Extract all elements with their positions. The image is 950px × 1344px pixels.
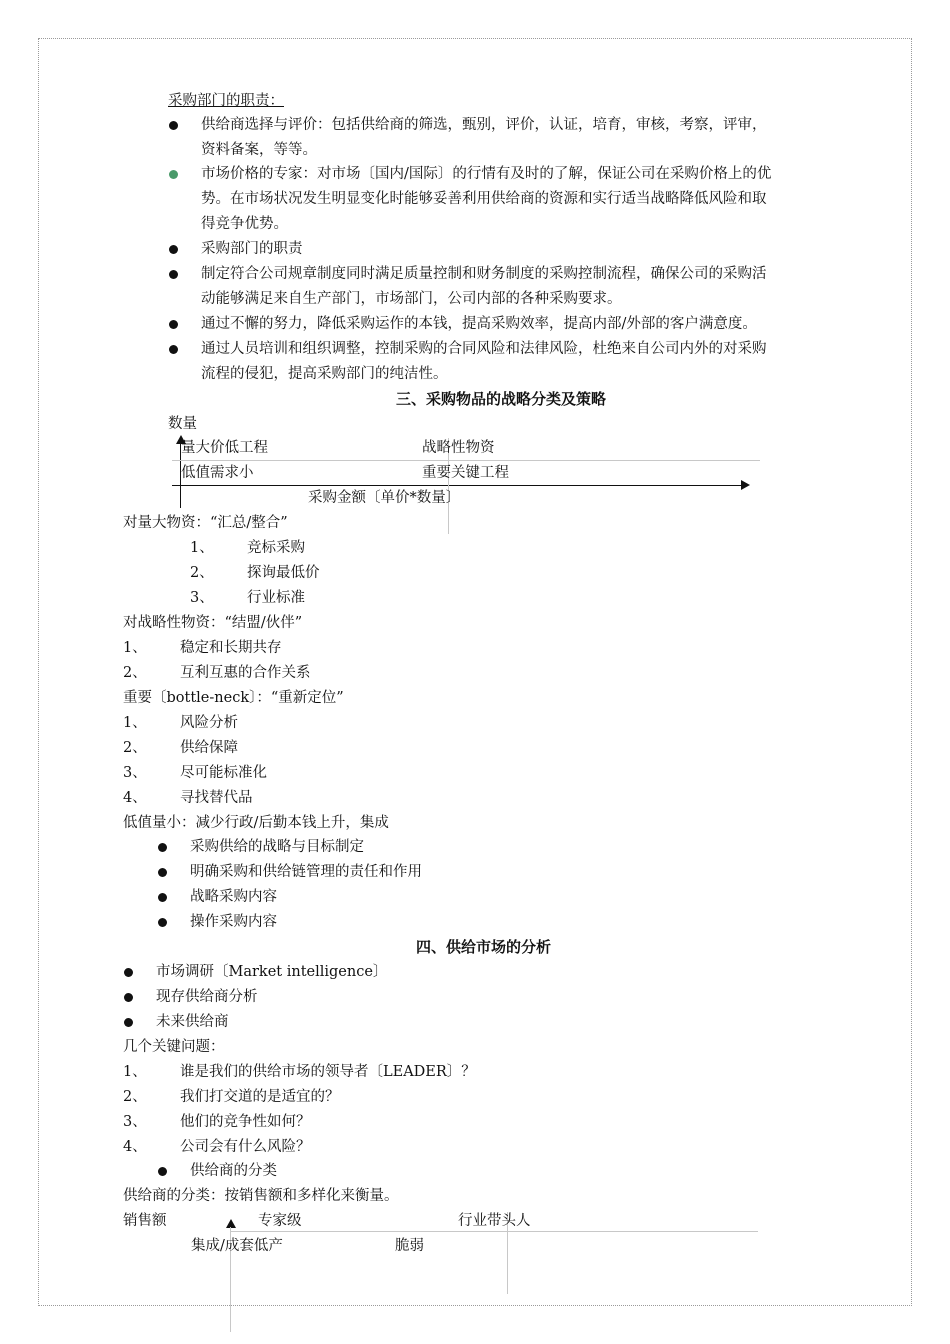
bullet-icon — [169, 121, 178, 130]
duty-item-4-line-1: 制定符合公司规章制度同时满足质量控制和财务制度的采购控制流程，确保公司的采购活 — [201, 266, 767, 282]
lowvalue-item: 操作采购内容 — [190, 914, 277, 930]
question-text: 我们打交道的是适宜的？ — [180, 1089, 340, 1105]
bottleneck-item-text: 尽可能标准化 — [180, 765, 267, 781]
question-text: 谁是我们的供给市场的领导者〔LEADER〕？ — [180, 1064, 476, 1080]
bullet-icon — [169, 320, 178, 329]
section-3-heading: 三、采购物品的战略分类及策略 — [396, 390, 607, 408]
matrix2-bottom-right: 脆弱 — [395, 1238, 424, 1254]
matrix-top-left: 量大价低工程 — [181, 440, 268, 456]
bulk-item-num: 2、 — [190, 565, 214, 581]
bulk-title: 对量大物资：“汇总/整合” — [123, 515, 288, 531]
questions-title: 几个关键问题： — [123, 1039, 225, 1055]
strategic-title: 对战略性物资：“结盟/伙伴” — [123, 615, 303, 631]
matrix-bottom-left: 低值需求小 — [181, 465, 254, 481]
question-text: 公司会有什么风险？ — [180, 1139, 311, 1155]
matrix-x-axis — [172, 485, 742, 486]
bottleneck-item-num: 3、 — [123, 765, 147, 781]
strategic-item-text: 稳定和长期共存 — [180, 640, 282, 656]
bullet-icon — [124, 1018, 133, 1027]
bottleneck-item-num: 1、 — [123, 715, 147, 731]
matrix-top-right: 战略性物资 — [422, 440, 495, 456]
bottleneck-item-num: 4、 — [123, 790, 147, 806]
matrix2-top-left: 专家级 — [258, 1213, 302, 1229]
lowvalue-item: 明确采购和供给链管理的责任和作用 — [190, 864, 422, 880]
duty-item-2-line-2: 势。在市场状况发生明显变化时能够妥善利用供给商的资源和实行适当战略降低风险和取 — [201, 191, 767, 207]
market-item: 现存供给商分析 — [156, 989, 258, 1005]
strategic-item-num: 2、 — [123, 665, 147, 681]
matrix2-bottom-left: 集成/成套低产 — [191, 1238, 283, 1254]
bullet-icon — [169, 345, 178, 354]
duty-item-6-line-2: 流程的侵犯，提高采购部门的纯洁性。 — [201, 366, 448, 382]
axis-arrow-up-icon — [226, 1219, 236, 1228]
duty-item-1-line-2: 资料备案，等等。 — [201, 142, 317, 158]
bottleneck-item-text: 风险分析 — [180, 715, 238, 731]
duty-item-1-line-1: 供给商选择与评价：包括供给商的筛选，甄别，评价，认证，培育，审核，考察，评审， — [201, 117, 767, 133]
duty-item-6-line-1: 通过人员培训和组织调整，控制采购的合同风险和法律风险，杜绝来自公司内外的对采购 — [201, 341, 767, 357]
matrix-divider-horizontal — [172, 460, 760, 461]
bottleneck-item-text: 供给保障 — [180, 740, 238, 756]
lowvalue-title: 低值量小：减少行政/后勤本钱上升，集成 — [123, 815, 389, 831]
supplier-class-item: 供给商的分类 — [190, 1163, 277, 1179]
bulk-item-text: 竞标采购 — [247, 540, 305, 556]
duties-title: 采购部门的职责： — [168, 93, 284, 109]
lowvalue-item: 采购供给的战略与目标制定 — [190, 839, 364, 855]
bulk-item-text: 探询最低价 — [247, 565, 320, 581]
market-item: 未来供给商 — [156, 1014, 229, 1030]
duty-item-5-line-1: 通过不懈的努力，降低采购运作的本钱，提高采购效率，提高内部/外部的客户满意度。 — [201, 316, 757, 332]
matrix-bottom-right: 重要关键工程 — [422, 465, 509, 481]
bullet-icon — [158, 843, 167, 852]
bulk-item-text: 行业标准 — [247, 590, 305, 606]
matrix-y-label: 数量 — [168, 416, 197, 432]
bullet-icon — [169, 270, 178, 279]
bullet-icon — [124, 993, 133, 1002]
duty-item-2-line-1: 市场价格的专家：对市场〔国内/国际〕的行情有及时的了解，保证公司在采购价格上的优 — [201, 166, 772, 182]
bullet-icon — [158, 893, 167, 902]
duty-item-2-line-3: 得竞争优势。 — [201, 216, 288, 232]
section-4-heading: 四、供给市场的分析 — [416, 938, 552, 956]
market-item: 市场调研〔Market intelligence〕 — [156, 964, 388, 980]
matrix-x-label: 采购金额〔单价*数量〕 — [308, 490, 461, 506]
strategic-item-num: 1、 — [123, 640, 147, 656]
question-num: 3、 — [123, 1114, 147, 1130]
classify-text: 供给商的分类：按销售额和多样化来衡量。 — [123, 1188, 399, 1204]
bottleneck-item-text: 寻找替代品 — [180, 790, 253, 806]
question-num: 2、 — [123, 1089, 147, 1105]
duty-item-3-line-1: 采购部门的职责 — [201, 241, 303, 257]
matrix2-y-label: 销售额 — [123, 1213, 167, 1229]
duty-item-4-line-2: 动能够满足来自生产部门，市场部门，公司内部的各种采购要求。 — [201, 291, 622, 307]
bottleneck-title: 重要〔bottle-neck〕：“重新定位” — [123, 690, 344, 706]
matrix2-top-right: 行业带头人 — [458, 1213, 531, 1229]
bulk-item-num: 1、 — [190, 540, 214, 556]
matrix2-divider-horizontal — [230, 1231, 758, 1232]
question-text: 他们的竞争性如何？ — [180, 1114, 311, 1130]
question-num: 4、 — [123, 1139, 147, 1155]
strategic-item-text: 互利互惠的合作关系 — [180, 665, 311, 681]
lowvalue-item: 战略采购内容 — [190, 889, 277, 905]
bullet-icon — [169, 170, 178, 179]
bullet-icon — [124, 968, 133, 977]
bullet-icon — [158, 868, 167, 877]
page-border — [38, 38, 912, 1306]
axis-arrow-right-icon — [741, 480, 750, 490]
bullet-icon — [158, 1167, 167, 1176]
bullet-icon — [169, 245, 178, 254]
bottleneck-item-num: 2、 — [123, 740, 147, 756]
question-num: 1、 — [123, 1064, 147, 1080]
bullet-icon — [158, 918, 167, 927]
bulk-item-num: 3、 — [190, 590, 214, 606]
